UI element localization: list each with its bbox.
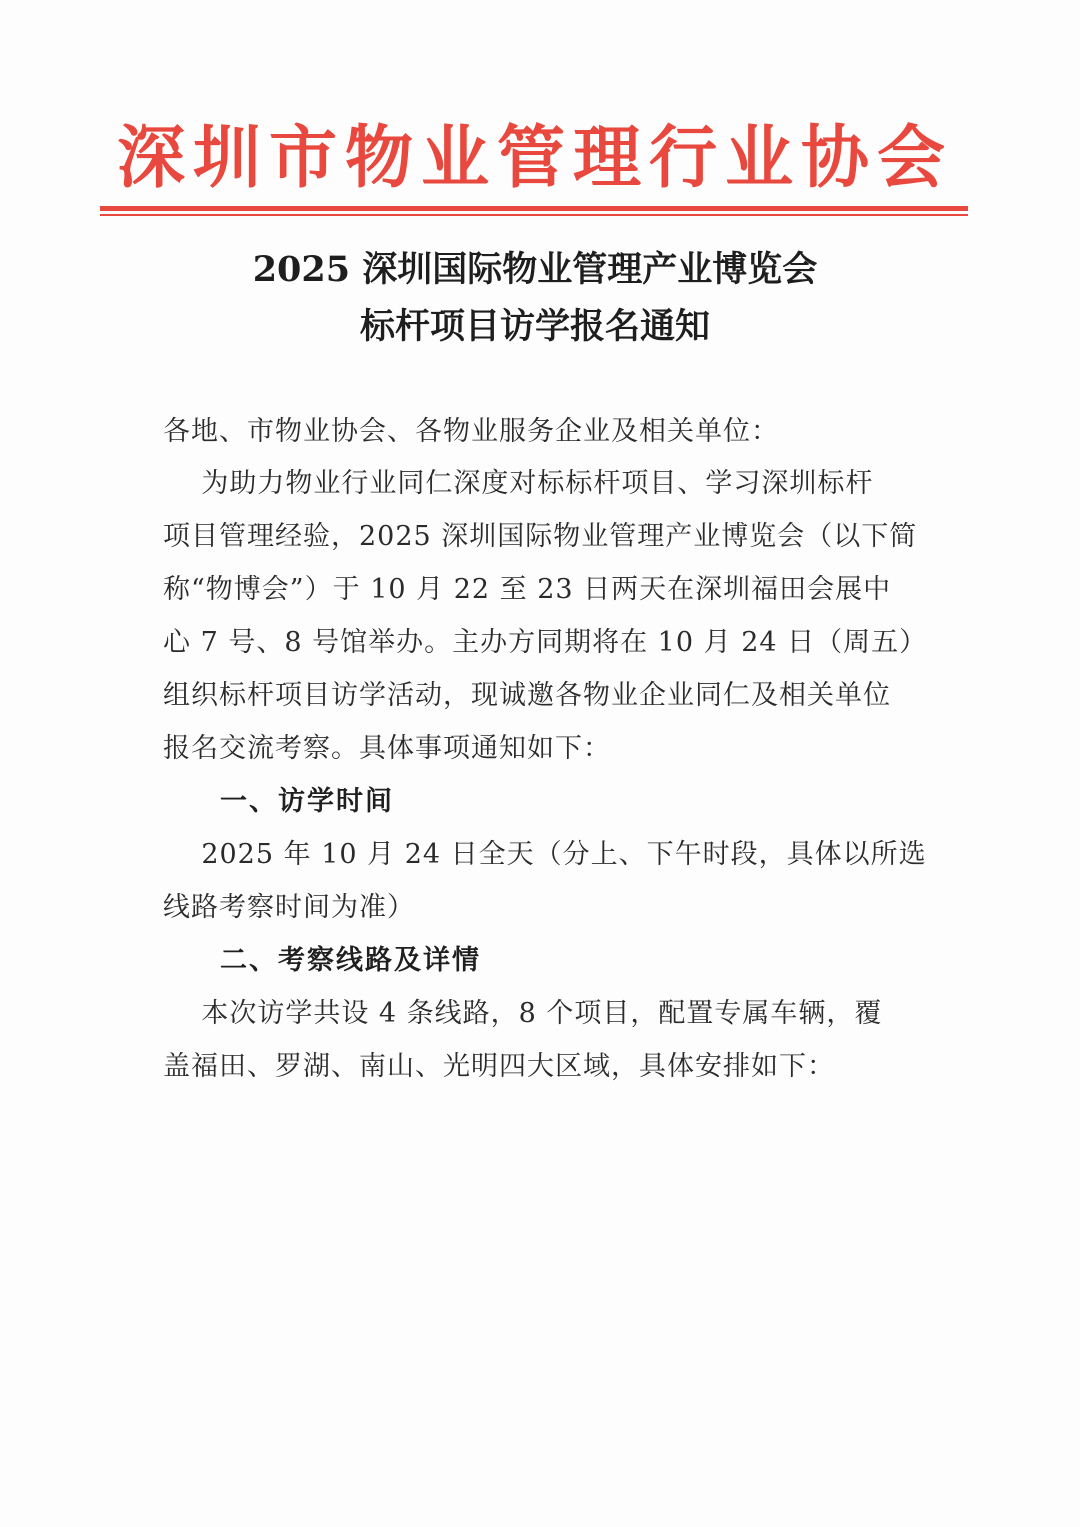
document-title-line-1: 2025 深圳国际物业管理产业博览会 bbox=[252, 249, 818, 290]
section-2-line-2: 盖福田、罗湖、南山、光明四大区域，具体安排如下： bbox=[163, 1051, 835, 1082]
intro-line-2: 项目管理经验，2025 深圳国际物业管理产业博览会（以下简 bbox=[163, 521, 918, 552]
intro-line-6: 报名交流考察。具体事项通知如下： bbox=[163, 733, 611, 764]
intro-line-4: 心 7 号、8 号馆举办。主办方同期将在 10 月 24 日（周五） bbox=[163, 627, 928, 658]
section-1-heading: 一、访学时间 bbox=[220, 786, 394, 817]
intro-line-5: 组织标杆项目访学活动，现诚邀各物业企业同仁及相关单位 bbox=[163, 680, 891, 711]
document-title-line-2: 标杆项目访学报名通知 bbox=[359, 306, 710, 347]
intro-line-1: 为助力物业行业同仁深度对标标杆项目、学习深圳标杆 bbox=[163, 468, 874, 499]
intro-line-3: 称“物博会”）于 10 月 22 至 23 日两天在深圳福田会展中 bbox=[163, 574, 892, 605]
section-1-line-1: 2025 年 10 月 24 日全天（分上、下午时段，具体以所选 bbox=[163, 839, 927, 870]
organization-header: 深圳市物业管理行业协会 bbox=[116, 118, 953, 198]
section-2-line-1: 本次访学共设 4 条线路，8 个项目，配置专属车辆，覆 bbox=[163, 998, 883, 1029]
header-rule-thick bbox=[100, 206, 968, 211]
section-2-heading: 二、考察线路及详情 bbox=[220, 945, 481, 976]
salutation: 各地、市物业协会、各物业服务企业及相关单位： bbox=[163, 416, 779, 447]
header-rule-thin bbox=[100, 214, 968, 216]
section-1-line-2: 线路考察时间为准） bbox=[163, 892, 415, 923]
